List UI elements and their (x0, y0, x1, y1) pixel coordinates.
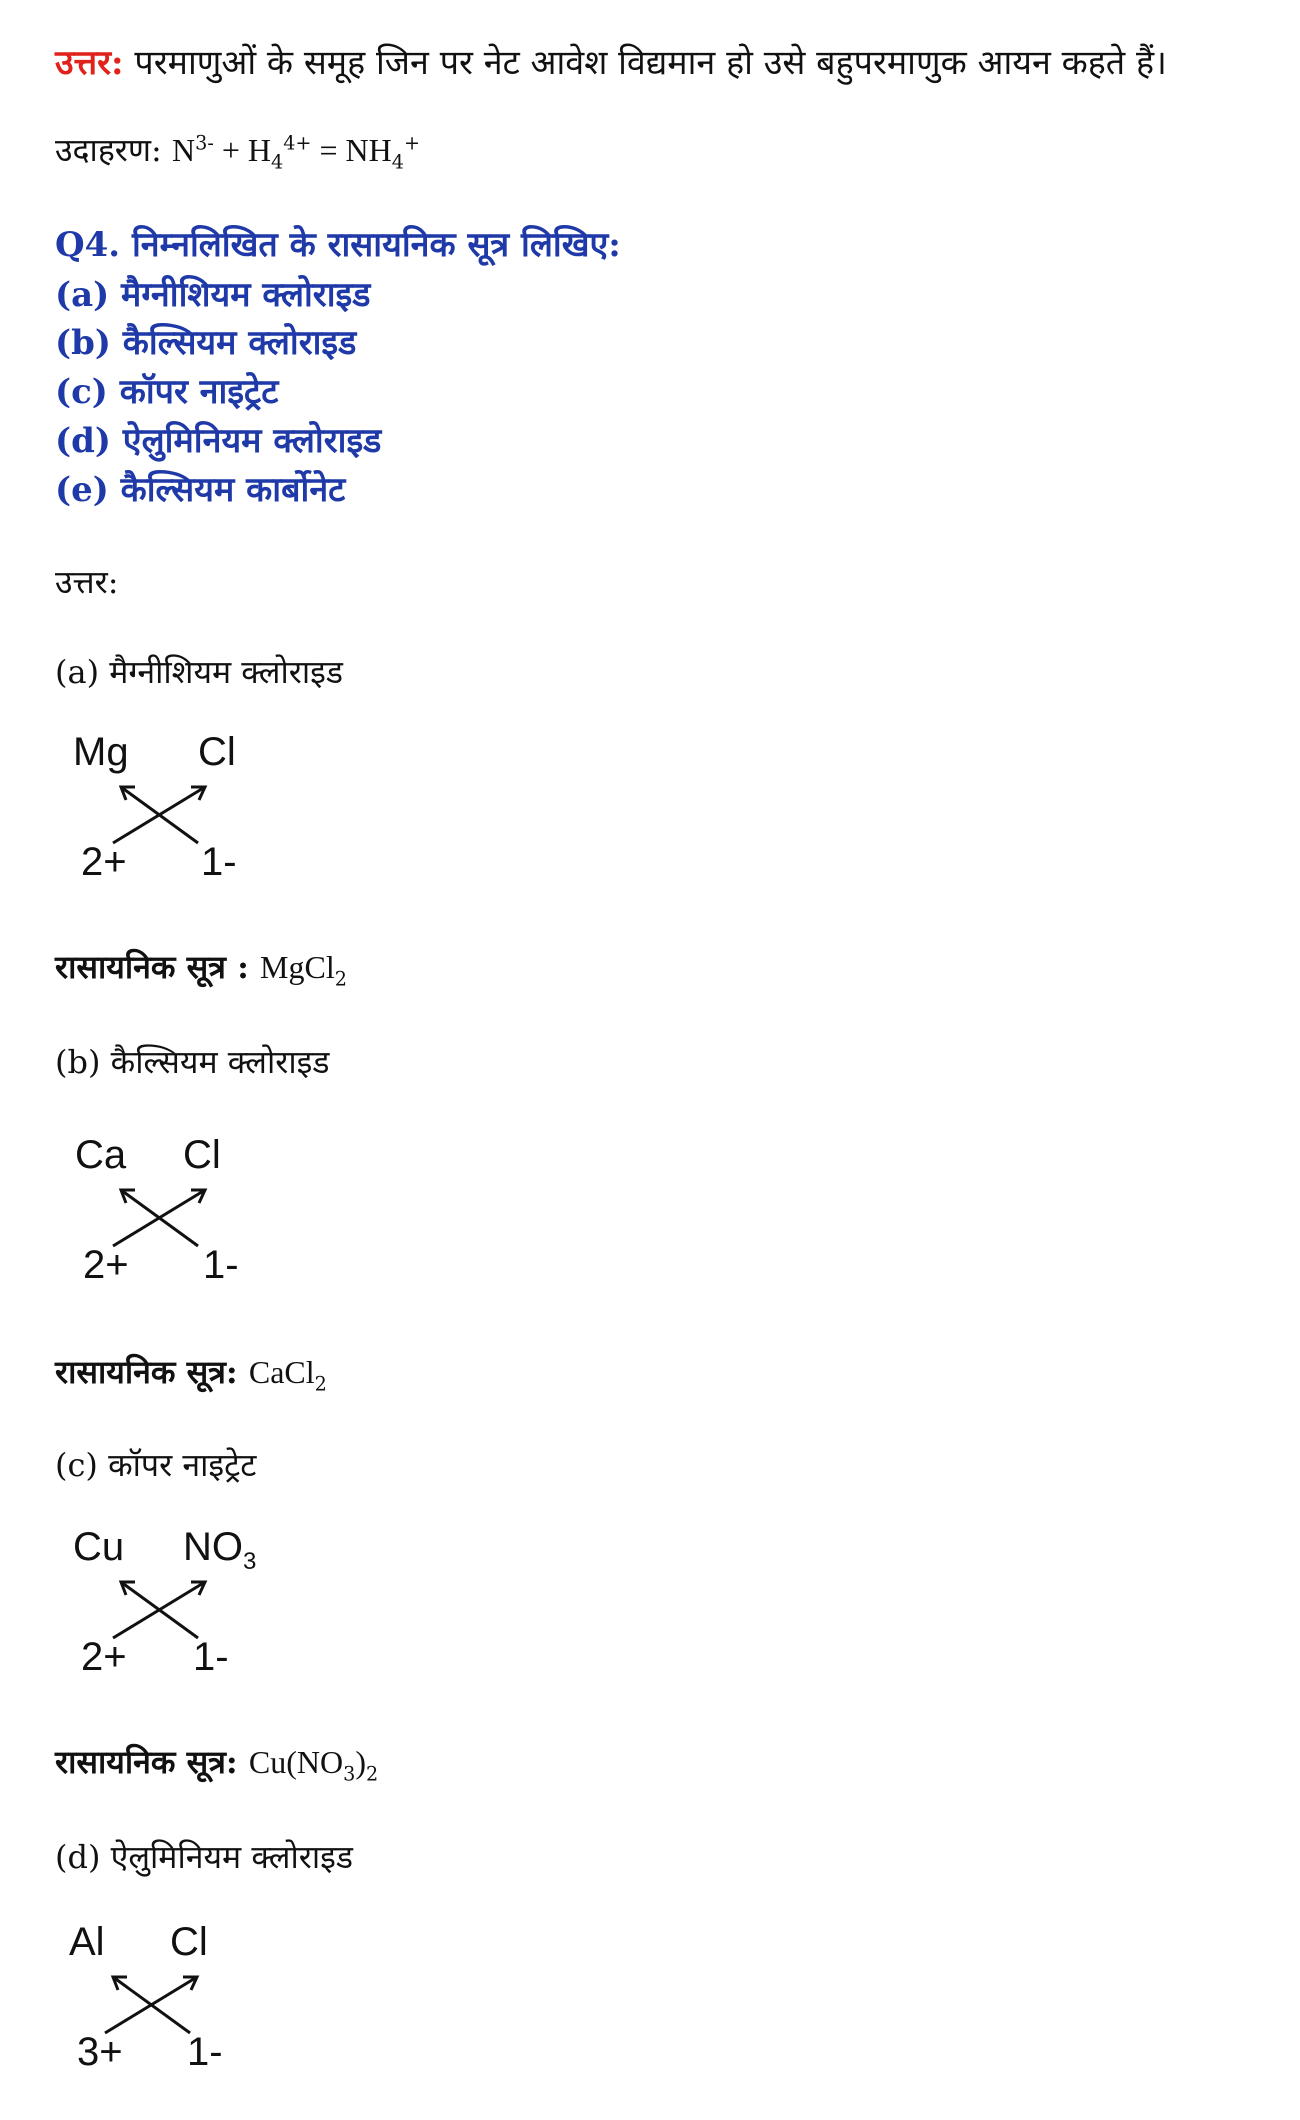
charge-right: 1- (201, 840, 237, 884)
element-left: Cu (73, 1525, 125, 1569)
answer-heading: उत्तर: (55, 563, 119, 601)
element-right: Cl (183, 1133, 221, 1177)
part-b-heading: (b) कैल्सियम क्लोराइड (55, 1043, 330, 1081)
element-right: Cl (198, 730, 236, 774)
n-ion: N (172, 132, 196, 168)
question-item-b: (b) कैल्सियम क्लोराइड (55, 323, 357, 363)
question-title: Q4. निम्नलिखित के रासायनिक सूत्र लिखिए: (55, 225, 621, 265)
formula-label: रासायनिक सूत्र (55, 1353, 226, 1391)
intro-answer-text: परमाणुओं के समूह जिन पर नेट आवेश विद्यमान हो उसे बहुपरमाणुक आयन कहते हैं। (123, 43, 1167, 83)
charge-right: 1- (203, 1243, 239, 1287)
formula-label: रासायनिक सूत्र (55, 1743, 226, 1781)
formula-subscript: 2 (334, 967, 347, 991)
h-subscript: 4 (270, 150, 284, 174)
intro-answer (55, 38, 1167, 84)
plus-h: + H (213, 132, 271, 168)
formula-separator: : (225, 1353, 249, 1391)
criss-cross-diagram-a (55, 730, 315, 900)
n-charge: 3- (195, 131, 214, 155)
question-item-c: (c) कॉपर नाइट्रेट (55, 372, 279, 412)
formula-main: Cu(NO (248, 1744, 344, 1780)
question-item-a: (a) मैग्नीशियम क्लोराइड (55, 275, 371, 315)
polyatomic-subscript: 3 (243, 1548, 257, 1575)
charge-left: 3+ (77, 2030, 123, 2074)
charge-right: 1- (193, 1635, 229, 1679)
formula-b (55, 1350, 327, 1395)
element-left: Mg (73, 730, 129, 774)
part-a-heading: (a) मैग्नीशियम क्लोराइड (55, 653, 343, 691)
formula-separator: : (225, 1743, 249, 1781)
formula-a (55, 945, 347, 990)
criss-cross-diagram-c (55, 1525, 315, 1695)
nh-subscript: 4 (391, 150, 404, 174)
polyatomic-ion: NO (183, 1525, 243, 1569)
formula-separator: : (225, 948, 261, 986)
equals-nh: = NH (311, 132, 392, 168)
formula-main: CaCl (248, 1354, 315, 1390)
nh-charge: + (403, 131, 421, 155)
charge-right: 1- (187, 2030, 223, 2074)
charge-left: 2+ (81, 840, 127, 884)
question-item-e: (e) कैल्सियम कार्बोनेट (55, 470, 346, 510)
element-right: Cl (170, 1920, 208, 1964)
element-left: Al (69, 1920, 105, 1964)
answer-label-red: उत्तर: (55, 43, 124, 83)
formula-tail: ) (355, 1744, 366, 1780)
criss-cross-diagram-b (55, 1133, 315, 1303)
formula-subscript-outer: 2 (365, 1762, 379, 1786)
element-left: Ca (75, 1133, 127, 1177)
h-charge: 4+ (283, 131, 312, 155)
charge-left: 2+ (83, 1243, 129, 1287)
formula-subscript: 3 (343, 1762, 356, 1786)
example-label: उदाहरण: (55, 131, 172, 169)
criss-cross-diagram-d (55, 1920, 315, 2090)
formula-label: रासायनिक सूत्र (55, 948, 226, 986)
question-item-d: (d) ऐलुमिनियम क्लोराइड (55, 421, 382, 461)
formula-main: MgCl (260, 949, 335, 985)
part-c-heading: (c) कॉपर नाइट्रेट (55, 1446, 257, 1484)
formula-subscript: 2 (314, 1372, 327, 1396)
example-equation (55, 128, 420, 173)
part-d-heading: (d) ऐलुमिनियम क्लोराइड (55, 1838, 353, 1876)
charge-left: 2+ (81, 1635, 127, 1679)
formula-c (55, 1740, 378, 1785)
